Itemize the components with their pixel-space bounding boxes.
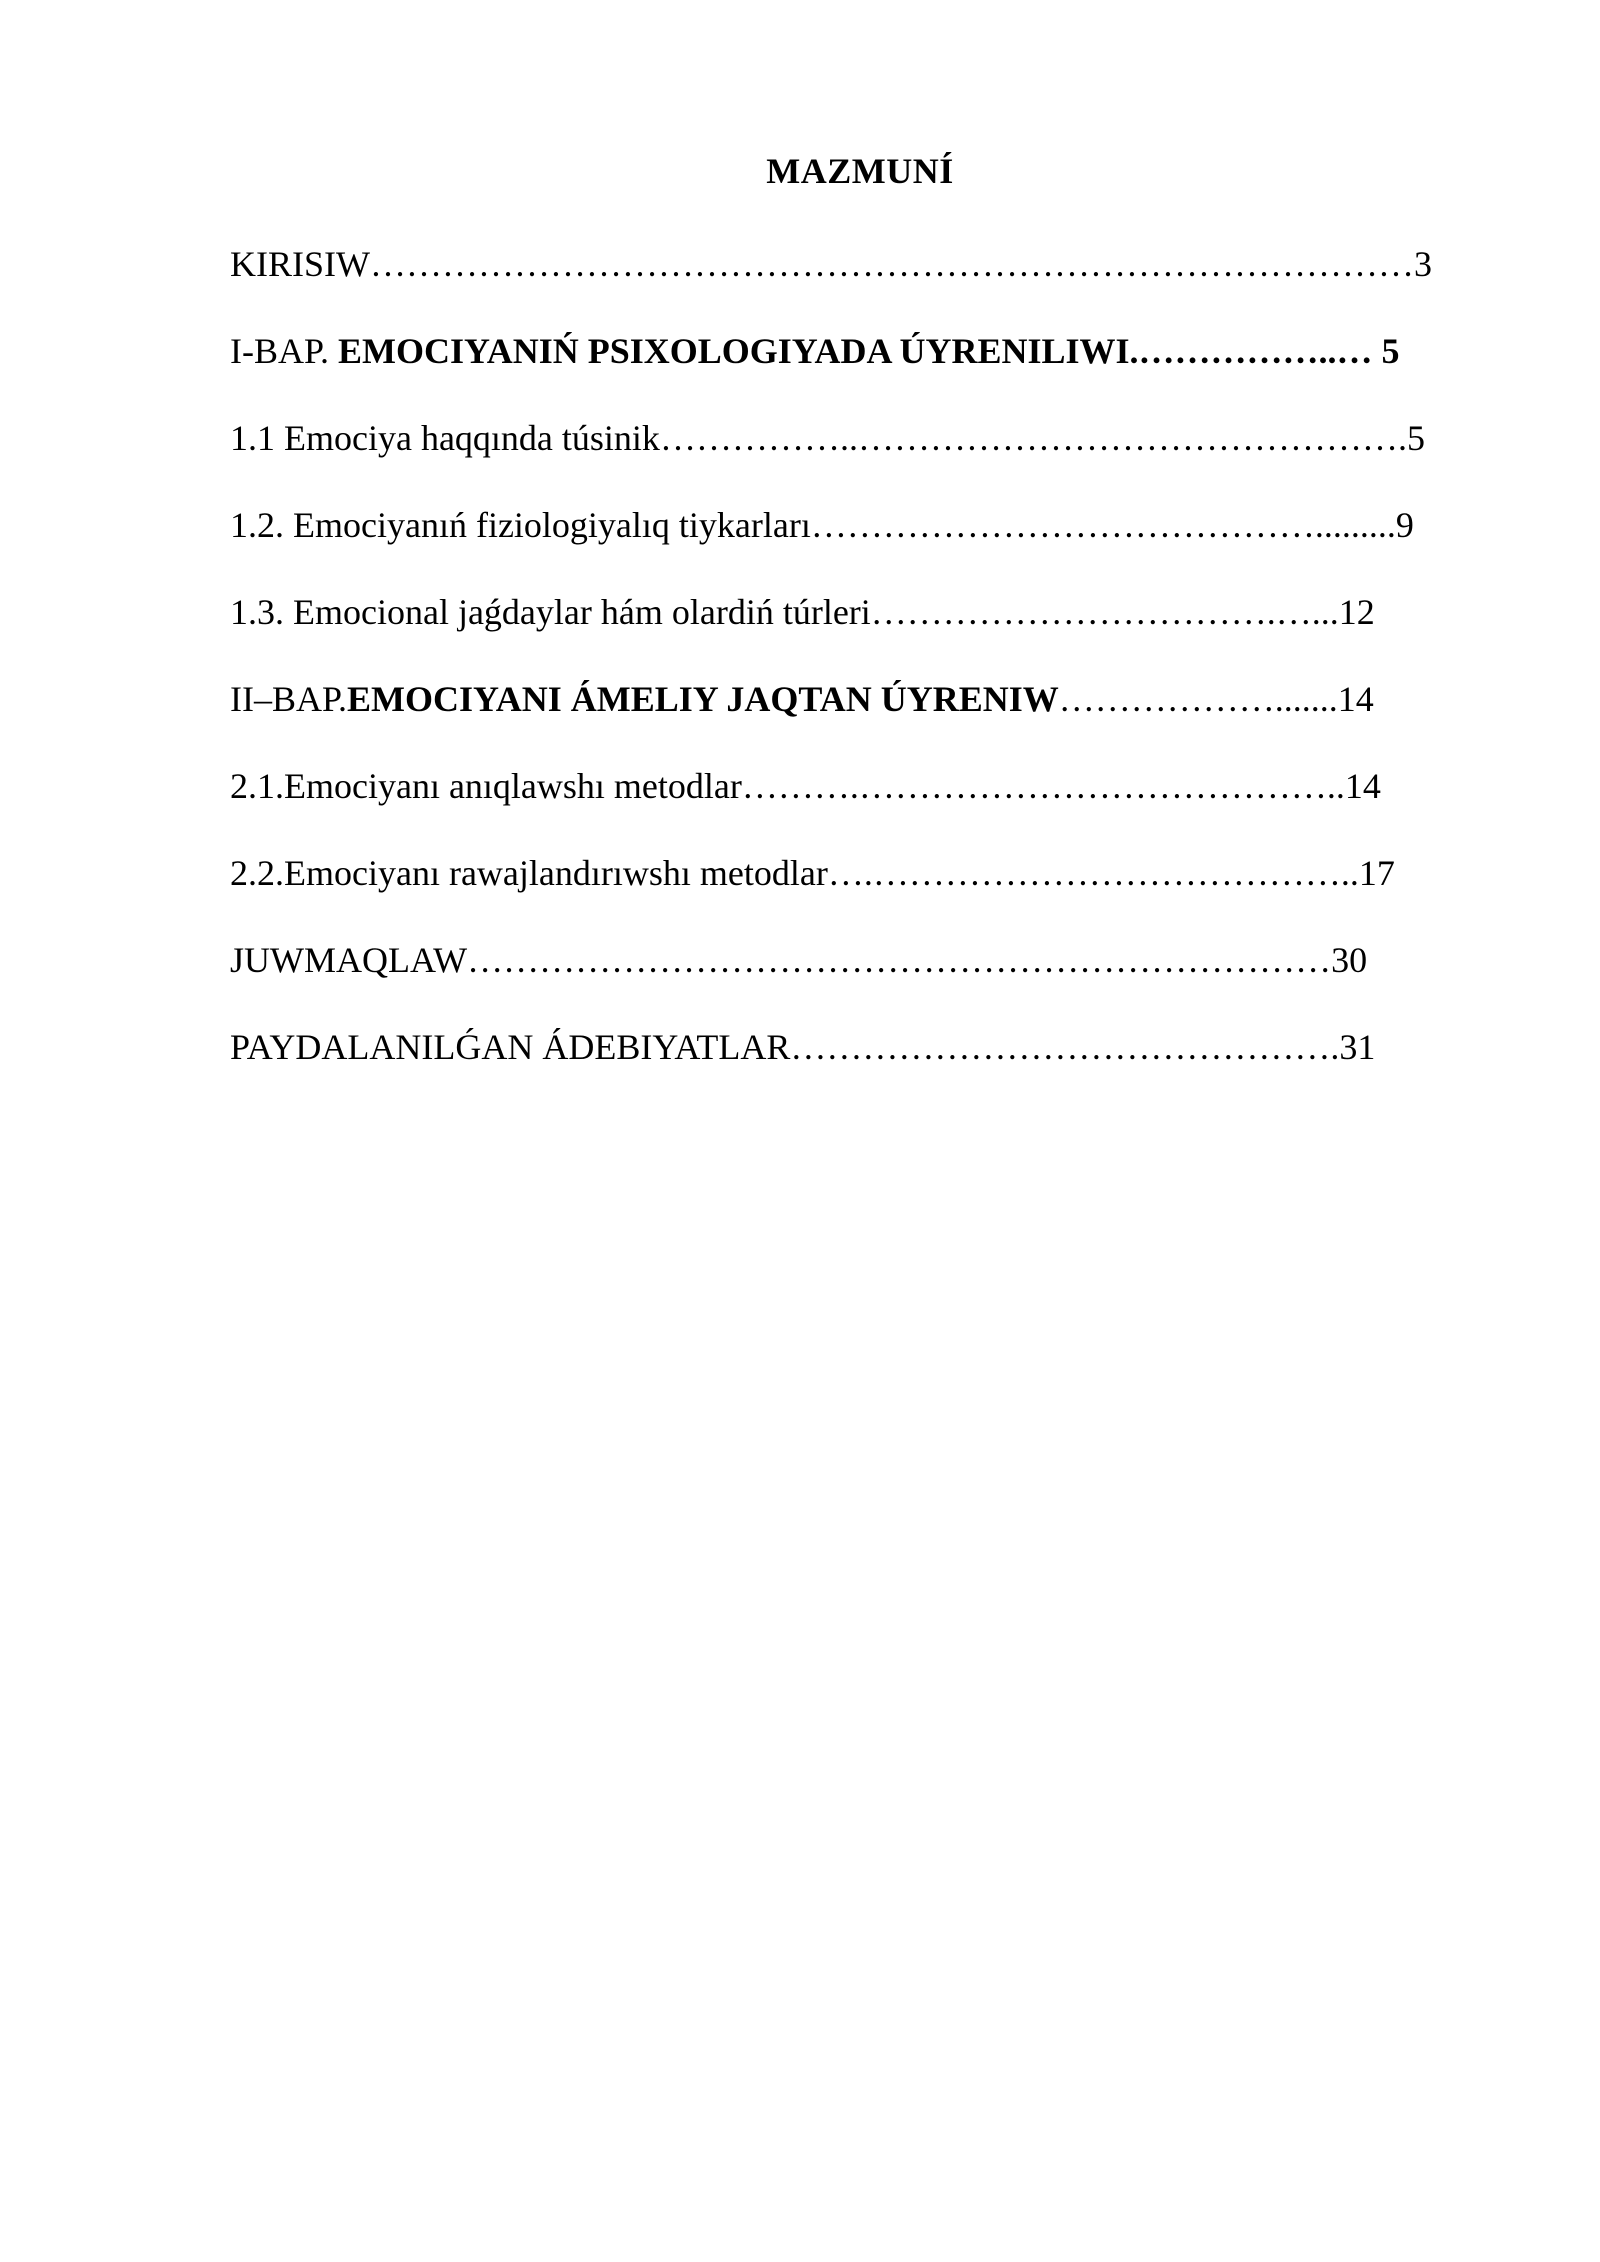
- toc-entry-label: 1.2. Emociyanıń fiziologiyalıq tiykarları: [230, 505, 811, 545]
- toc-entry-section-2-1: [230, 760, 1432, 847]
- toc-entry-conclusion: [230, 934, 1432, 1021]
- toc-entry-label: 2.1.Emociyanı anıqlawshı metodlar: [230, 766, 742, 806]
- table-of-contents: [230, 238, 1432, 1108]
- toc-entry-references: [230, 1021, 1432, 1108]
- toc-entry-page-number: 3: [1413, 244, 1432, 284]
- toc-entry-page-number: 5: [1406, 418, 1425, 458]
- toc-entry-heading: EMOCIYANIŃ PSIXOLOGIYADA ÚYRENILIWI.: [338, 331, 1139, 371]
- toc-entry-leader: ……………….......: [1058, 679, 1338, 719]
- toc-entry-introduction: [230, 238, 1432, 325]
- toc-entry-page-number: 17: [1358, 853, 1395, 893]
- toc-entry-page-number: 14: [1344, 766, 1381, 806]
- toc-entry-leader: ……………..……………………………………….: [659, 418, 1407, 458]
- toc-entry-page-number: 12: [1338, 592, 1375, 632]
- toc-entry-leader: ……………………………………………………………………………: [369, 244, 1414, 284]
- toc-entry-label: 1.3. Emocional jaǵdaylar hám olardiń túrleri: [230, 592, 871, 632]
- toc-entry-page-number: 5: [1381, 331, 1400, 371]
- toc-entry-label: JUWMAQLAW: [230, 940, 468, 980]
- toc-entry-leader: ……………………………………….: [790, 1027, 1340, 1067]
- toc-entry-label: PAYDALANILǴAN ÁDEBIYATLAR: [230, 1027, 791, 1067]
- toc-entry-label: KIRISIW: [230, 244, 370, 284]
- toc-entry-label: 1.1 Emociya haqqında túsinik: [230, 418, 660, 458]
- toc-entry-heading: EMOCIYANI ÁMELIY JAQTAN ÚYRENIW: [347, 679, 1059, 719]
- toc-entry-section-1-3: [230, 586, 1432, 673]
- toc-entry-page-number: 31: [1339, 1027, 1376, 1067]
- toc-entry-section-2-2: [230, 847, 1432, 934]
- toc-entry-page-number: 14: [1337, 679, 1374, 719]
- toc-entry-chapter-2: [230, 673, 1432, 760]
- toc-entry-section-1-1: [230, 412, 1432, 499]
- toc-entry-leader: …………………………….…...: [870, 592, 1339, 632]
- toc-entry-section-1-2: [230, 499, 1432, 586]
- toc-entry-label: 2.2.Emociyanı rawajlandırıwshı metodlar: [230, 853, 828, 893]
- toc-entry-leader: ………………………………………………………………: [467, 940, 1332, 980]
- toc-entry-leader: ….…………………………………..: [827, 853, 1359, 893]
- toc-entry-label: II–BAP.: [230, 679, 348, 719]
- toc-entry-leader: ……….…………………………………..: [741, 766, 1345, 806]
- toc-entry-leader: …………………………………….........: [810, 505, 1396, 545]
- toc-entry-page-number: 30: [1331, 940, 1368, 980]
- toc-entry-page-number: 9: [1395, 505, 1414, 545]
- toc-entry-chapter-1: [230, 325, 1432, 412]
- toc-entry-leader: ……………..…: [1138, 331, 1382, 371]
- toc-title: MAZMUNÍ: [766, 151, 954, 191]
- toc-entry-label: I-BAP.: [230, 331, 339, 371]
